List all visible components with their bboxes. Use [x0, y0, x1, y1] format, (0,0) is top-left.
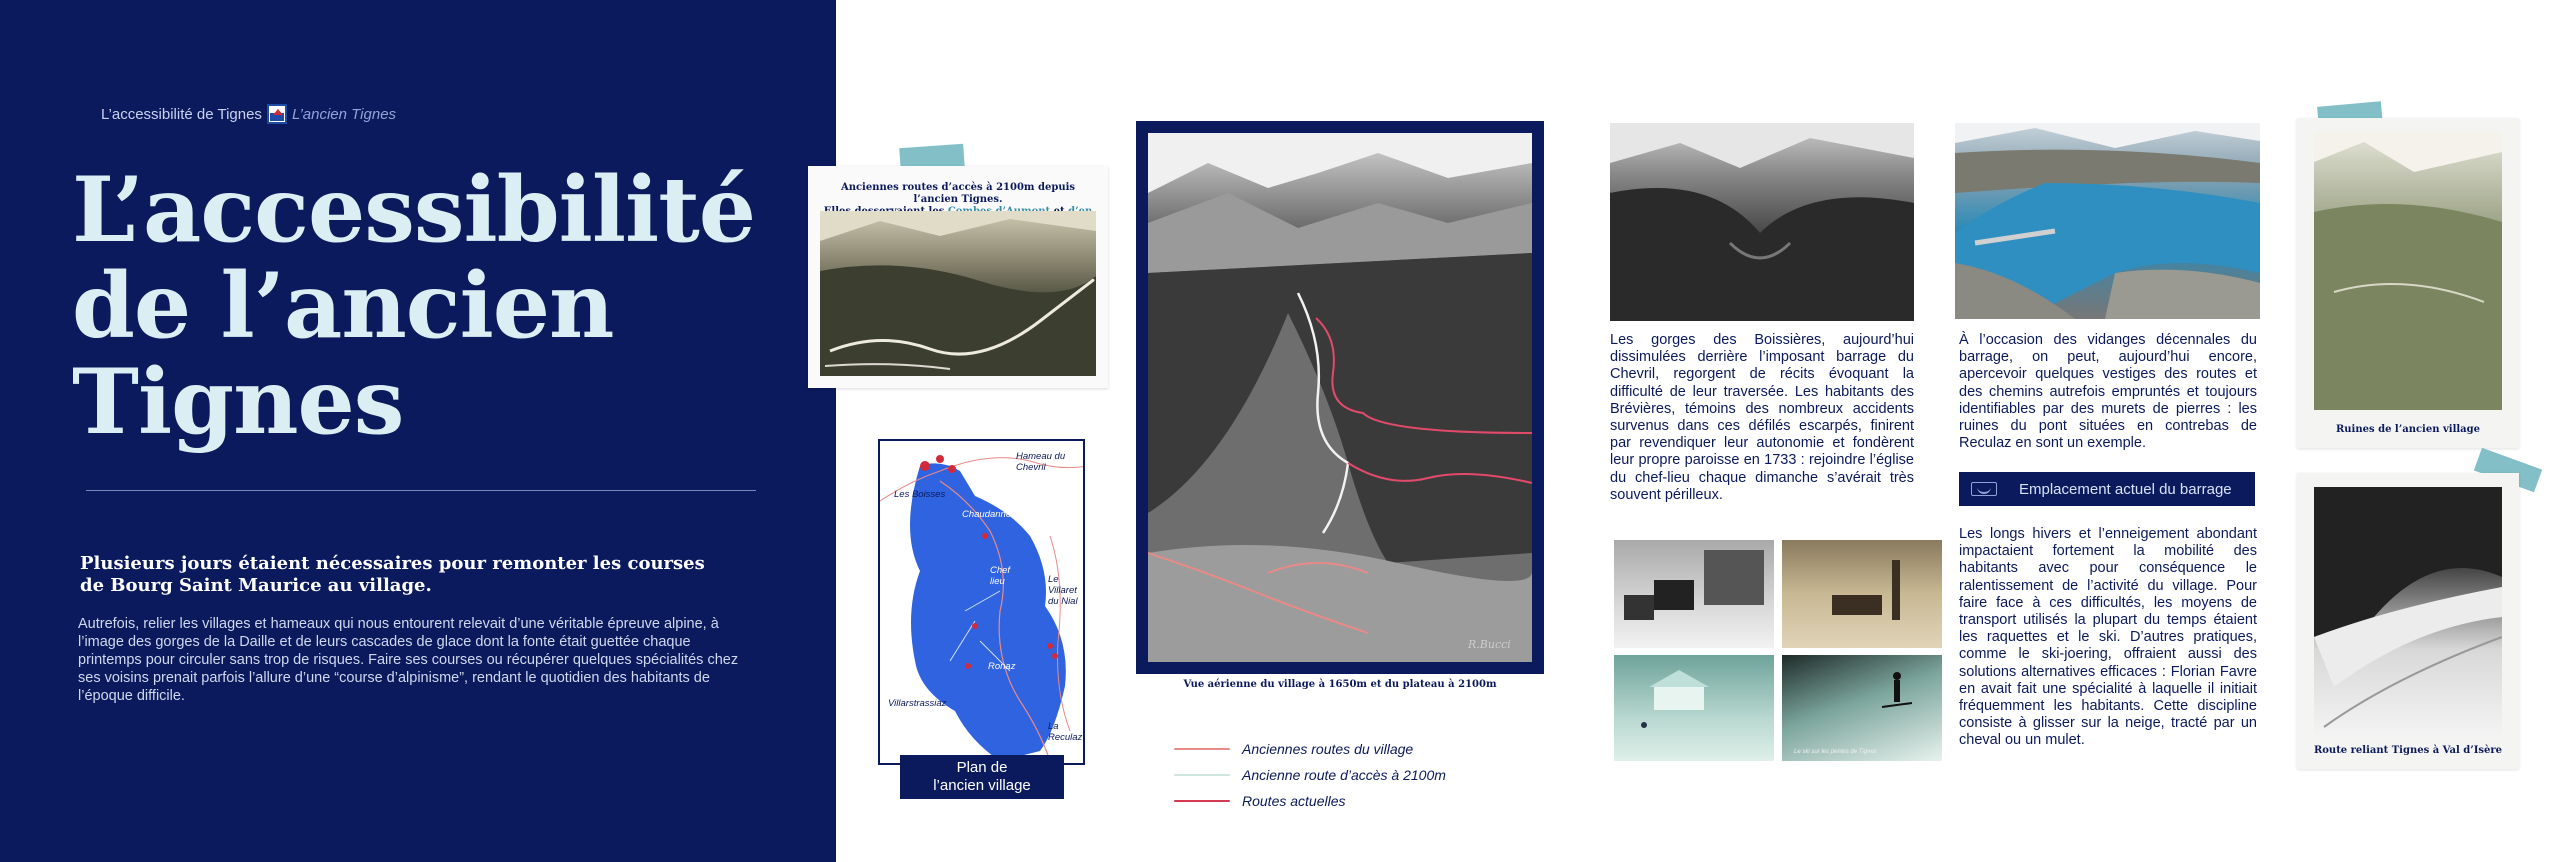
page-title [72, 157, 792, 455]
aerial-caption: Vue aérienne du village à 1650m et du plateau à 2100m [1183, 679, 1497, 690]
aerial-photo-frame [1136, 121, 1544, 674]
breadcrumb-current: L’ancien Tignes [291, 105, 397, 123]
ruins-illustration [2314, 132, 2502, 410]
caption-part-a: Anciennes routes d’accès à 2100m depuis l’ancien Tignes. [840, 182, 1076, 205]
dam-icon [1971, 482, 1997, 496]
subtitle: Plusieurs jours étaient nécessaires pour remonter les courses de Bourg Saint Maurice au village. [80, 553, 705, 596]
road-card [2297, 473, 2519, 769]
legend-label: Anciennes routes du village [1242, 741, 1414, 757]
legend-item [1174, 736, 1446, 762]
title-line-2: de l’ancien [72, 253, 614, 359]
map-label-reculaz: La Reculaz [1048, 721, 1083, 743]
map-label-les-boisses: Les Boisses [894, 489, 946, 500]
left-panel [0, 0, 836, 862]
old-routes-photo [820, 211, 1096, 376]
map-label-villaret: Le Villaret du Nial [1048, 574, 1078, 607]
routes-legend [1174, 736, 1446, 814]
legend-item [1174, 788, 1446, 814]
skier-photo-caption: Le ski sur les pentes de Tignes [1794, 749, 1877, 755]
dam-location-button[interactable] [1959, 472, 2255, 506]
legend-label: Ancienne route d’accès à 2100m [1242, 767, 1446, 783]
title-line-3: Tignes [72, 349, 404, 455]
map-label-ronaz: Ronaz [988, 661, 1016, 672]
map-label-hameau: Hameau du Chevril [1016, 451, 1066, 473]
snow-chalet-photo [1614, 655, 1774, 761]
village-map [878, 439, 1085, 765]
old-routes-illustration [820, 211, 1096, 376]
skijoering-photo-1 [1614, 540, 1774, 648]
gorges-illustration [1610, 123, 1914, 321]
map-label-chaudanne: Chaudanne [962, 509, 1012, 520]
title-divider [86, 490, 756, 491]
map-label-villarstrassiaz: Villarstrassiaz [888, 698, 947, 709]
aerial-photo [1148, 133, 1532, 662]
tignes-flag-icon [267, 104, 287, 124]
aerial-illustration [1148, 133, 1532, 662]
map-caption [900, 755, 1064, 799]
legend-swatch [1174, 800, 1230, 802]
road-photo [2314, 487, 2502, 737]
road-illustration [2314, 487, 2502, 737]
intro-paragraph: Autrefois, relier les villages et hameaux qui nous entourent relevait d’une véritable épreuve alpine, à l’image des gorges de la Daille et de leurs cascades de glace dont la fonte était guettée chaque printemps pour circuler sans trop de risques. Faire ses courses ou récupérer quelques spécialités chez ses voisins prenait parfois l’allure d’une “course d’alpinisme”, rendant le quotidien des habitants de l’époque difficile. [78, 616, 739, 704]
dam-location-label: Emplacement actuel du barrage [2019, 480, 2232, 498]
breadcrumb [101, 104, 396, 124]
legend-swatch [1174, 774, 1230, 776]
skier-photo [1782, 655, 1942, 761]
legend-item [1174, 762, 1446, 788]
ruins-card [2297, 118, 2519, 448]
chalet-illustration [1614, 655, 1774, 761]
gorges-paragraph: Les gorges des Boissières, aujourd’hui dissimulées derrière l’imposant barrage du Chevril, regorgent de récits évoquant la difficulté de leur traversée. Les habitants des Brévières, témoins des nombreux accidents survenus dans ces défilés escarpés, finirent par revendiquer leur autonomie et fondèrent leur propre paroisse en 1733 : rejoindre l’église du chef-lieu chaque dimanche s’avérait très souvent périlleux. [1610, 332, 1914, 503]
ruins-photo [2314, 132, 2502, 410]
gorges-photo [1610, 123, 1914, 321]
old-routes-card [808, 166, 1108, 388]
legend-swatch [1174, 748, 1230, 750]
ruins-caption: Ruines de l’ancien village [2335, 424, 2481, 435]
photo-signature: R.Bucci [1468, 638, 1511, 651]
dam-paragraph: À l’occasion des vidanges décennales du barrage, on peut, aujourd’hui encore, apercevoir quelques vestiges des routes et des chemins autrefois empruntés et toujours identifiables par des murets de pierres : les ruines du pont situées en contrebas de Reculaz en sont un exemple. [1959, 332, 2257, 452]
road-caption: Route reliant Tignes à Val d’Isère [2313, 745, 2503, 756]
map-label-chef-lieu: Chef lieu [990, 565, 1011, 587]
map-caption-line-1: Plan de [956, 759, 1008, 776]
breadcrumb-section[interactable]: L’accessibilité de Tignes [101, 105, 262, 123]
title-line-1: L’accessibilité [72, 157, 756, 263]
skijoering-photo-2 [1782, 540, 1942, 648]
dam-photo [1955, 123, 2260, 319]
legend-label: Routes actuelles [1242, 793, 1346, 809]
horses-illustration [1782, 540, 1942, 648]
skier-illustration [1782, 655, 1942, 761]
dam-illustration [1955, 123, 2260, 319]
map-caption-line-2: l’ancien village [933, 777, 1031, 794]
winter-paragraph: Les longs hivers et l’enneigement abondant impactaient fortement la mobilité des habitants avec pour conséquence le ralentissement de l’activité du village. Pour faire face à ces difficultés, les moyens de transport utilisés la plupart du temps étaient les raquettes et le ski. D’autres pratiques, comme le ski-joering, offraient aussi des solutions alternatives efficaces : Florian Favre en avait fait une spécialité à laquelle il initiait fréquemment les habitants. Cette discipline consiste à glisser sur la neige, tracté par un cheval ou un mulet. [1959, 526, 2257, 749]
horse-sled-illustration [1614, 540, 1774, 648]
